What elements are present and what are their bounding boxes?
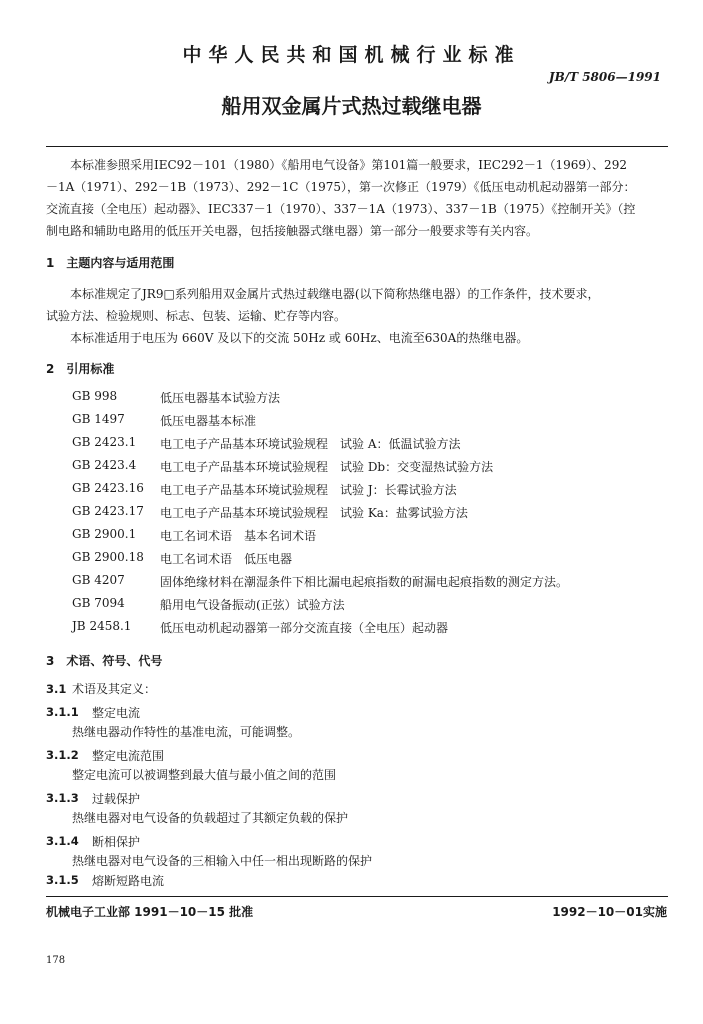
reference-code: JB 2458.1	[72, 619, 132, 633]
reference-title: 电工电子产品基本环境试验规程 试验 Db：交变湿热试验方法	[160, 460, 494, 474]
reference-title: 电工名词术语 基本名词术语	[160, 529, 317, 543]
implementation-date: 1992－10－01实施	[552, 905, 667, 919]
term-definition: 整定电流可以被调整到最大值与最小值之间的范围	[72, 768, 337, 782]
reference-code: GB 998	[72, 389, 118, 403]
section-3-heading: 3 术语、符号、代号	[46, 654, 163, 668]
reference-title: 低压电器基本标准	[160, 414, 257, 428]
clause-number: 3.1	[46, 682, 67, 696]
term-name: 过载保护	[92, 792, 141, 806]
term-number: 3.1.1	[46, 705, 79, 719]
reference-title: 电工电子产品基本环境试验规程 试验 J：长霉试验方法	[160, 483, 457, 497]
term-definition: 热继电器对电气设备的三相输入中任一相出现断路的保护	[72, 854, 373, 868]
intro-line: 本标准参照采用IEC92－101（1980）《船用电气设备》第101篇一般要求，IEC292－1（1969）、292	[70, 158, 627, 172]
page-number: 178	[46, 955, 66, 966]
section-1-heading: 1 主题内容与适用范围	[46, 256, 175, 270]
term-name: 断相保护	[92, 835, 141, 849]
clause-text: 术语及其定义：	[72, 682, 157, 696]
reference-title: 电工电子产品基本环境试验规程 试验 Ka：盐雾试验方法	[160, 506, 468, 520]
reference-code: GB 1497	[72, 412, 125, 426]
term-definition: 热继电器动作特性的基准电流，可能调整。	[72, 725, 301, 739]
reference-title: 电工电子产品基本环境试验规程 试验 A：低温试验方法	[160, 437, 461, 451]
intro-line: 交流直接（全电压）起动器》、IEC337－1（1970）、337－1A（1973）、337－1B（1975）《控制开关》（控	[46, 202, 636, 216]
reference-title: 低压电动机起动器第一部分交流直接（全电压）起动器	[160, 621, 449, 635]
intro-line: 制电路和辅助电路用的低压开关电器，包括接触器式继电器）第一部分一般要求等有关内容。	[46, 224, 539, 238]
reference-title: 固体绝缘材料在潮湿条件下相比漏电起痕指数的耐漏电起痕指数的测定方法。	[160, 575, 569, 589]
reference-code: GB 2423.17	[72, 504, 144, 518]
section-1-line: 本标准规定了JR9□系列船用双金属片式热过载继电器(以下简称热继电器）的工作条件，技术要求，	[70, 287, 600, 301]
term-number: 3.1.3	[46, 791, 79, 805]
reference-title: 低压电器基本试验方法	[160, 391, 281, 405]
header-divider	[46, 146, 668, 147]
reference-title: 电工名词术语 低压电器	[160, 552, 293, 566]
reference-code: GB 7094	[72, 596, 125, 610]
document-title: 船用双金属片式热过载继电器	[221, 94, 482, 118]
term-number: 3.1.2	[46, 748, 79, 762]
reference-code: GB 2900.1	[72, 527, 137, 541]
standard-category-heading: 中华人民共和国机械行业标准	[182, 44, 521, 66]
reference-code: GB 2423.1	[72, 435, 137, 449]
reference-code: GB 2423.4	[72, 458, 137, 472]
reference-code: GB 4207	[72, 573, 125, 587]
intro-line: －1A（1971）、292－1B（1973）、292－1C（1975），第一次修正（1979）《低压电动机起动器第一部分：	[46, 180, 636, 194]
term-name: 整定电流范围	[92, 749, 165, 763]
section-1-line: 试验方法、检验规则、标志、包装、运输、贮存等内容。	[46, 309, 347, 323]
term-name: 熔断短路电流	[92, 874, 165, 888]
approval-date: 机械电子工业部 1991－10－15 批准	[46, 905, 254, 919]
term-number: 3.1.5	[46, 873, 79, 887]
term-name: 整定电流	[92, 706, 141, 720]
term-definition: 热继电器对电气设备的负载超过了其额定负载的保护	[72, 811, 349, 825]
reference-code: GB 2900.18	[72, 550, 144, 564]
reference-code: GB 2423.16	[72, 481, 144, 495]
footer-divider	[46, 896, 668, 897]
reference-title: 船用电气设备振动(正弦）试验方法	[160, 598, 345, 612]
term-number: 3.1.4	[46, 834, 79, 848]
section-1-line: 本标准适用于电压为 660V 及以下的交流 50Hz 或 60Hz、电流至630A的热继电器。	[70, 331, 529, 345]
section-2-heading: 2 引用标准	[46, 362, 115, 376]
standard-number: JB/T 5806—1991	[548, 70, 661, 84]
